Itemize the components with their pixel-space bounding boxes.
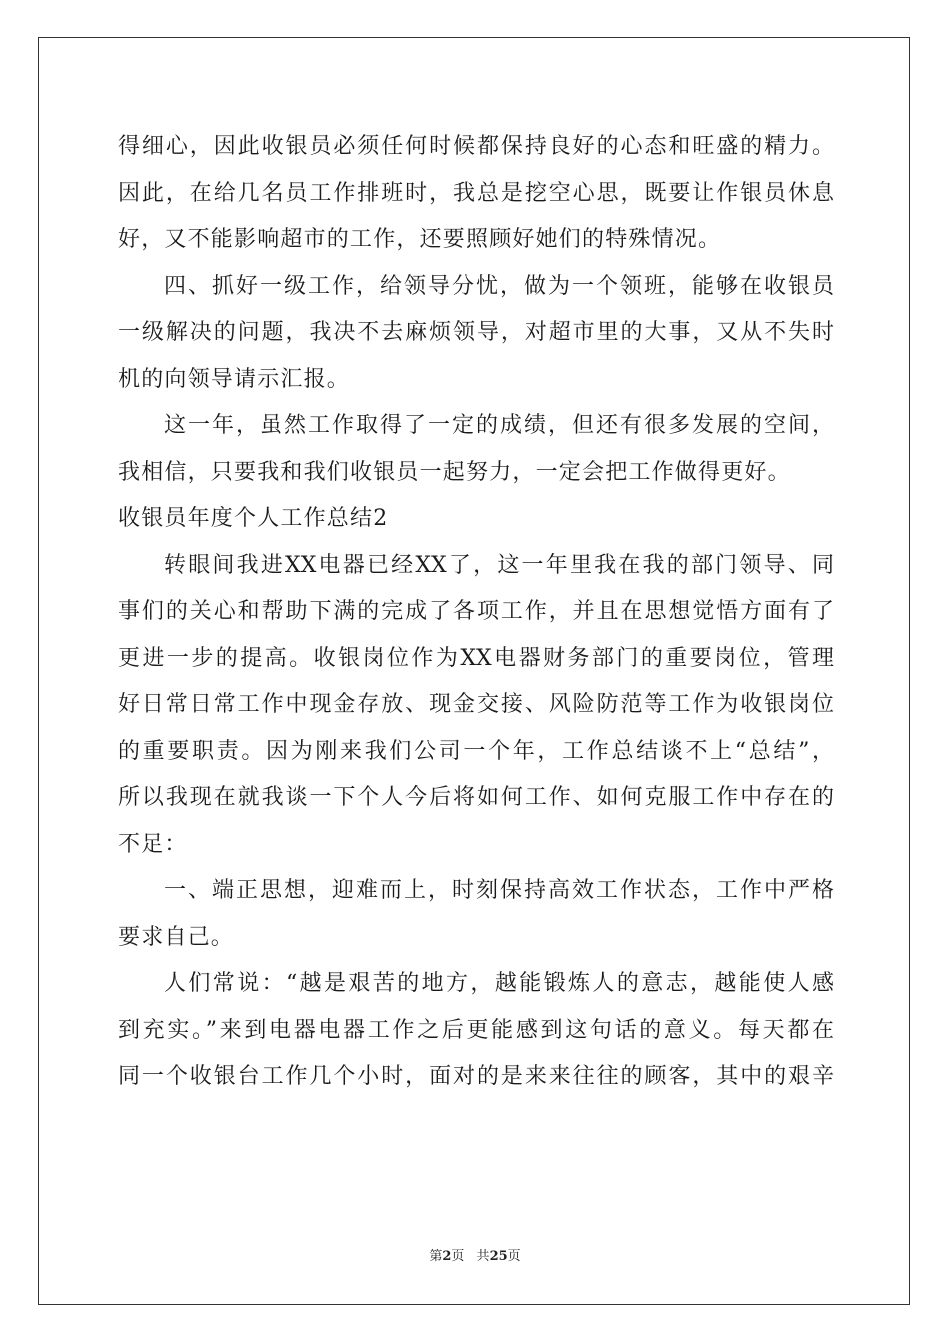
text-line: 同一个收银台工作几个小时，面对的是来来往往的顾客，其中的艰辛 (118, 1064, 834, 1089)
total-prefix: 共 (476, 1249, 490, 1264)
text-line: 不足： (118, 831, 188, 857)
text-line: 好，又不能影响超市的工作，还要照顾好她们的特殊情况。 (118, 227, 722, 252)
text-line: 一级解决的问题，我决不去麻烦领导，对超市里的大事，又从不失时 (118, 320, 834, 345)
page-prefix: 第 (429, 1249, 443, 1264)
text-line: 更进一步的提高。收银岗位作为XX电器财务部门的重要岗位，管理 (118, 645, 834, 671)
total-suffix: 页 (507, 1249, 521, 1264)
text-line: 要求自己。 (118, 924, 235, 950)
text-line: 转眼间我进XX电器已经XX了，这一年里我在我的部门领导、同 (164, 552, 834, 578)
text-line: 的重要职责。因为刚来我们公司一个年，工作总结谈不上“总结”， (118, 738, 834, 764)
text-line: 好日常日常工作中现金存放、现金交接、风险防范等工作为收银岗位 (118, 692, 834, 717)
text-line: 到充实。”来到电器电器工作之后更能感到这句话的意义。每天都在 (118, 1017, 834, 1043)
text-line: 人们常说：“越是艰苦的地方，越能锻炼人的意志，越能使人感 (164, 971, 834, 996)
text-line: 我相信，只要我和我们收银员一起努力，一定会把工作做得更好。 (118, 459, 791, 485)
total-indicator (477, 1249, 521, 1264)
text-line: 事们的关心和帮助下满的完成了各项工作，并且在思想觉悟方面有了 (118, 599, 834, 624)
page-suffix: 页 (451, 1249, 465, 1264)
page-footer (0, 1245, 950, 1264)
text-line: 机的向领导请示汇报。 (118, 366, 351, 392)
text-line: 因此，在给几名员工作排班时，我总是挖空心思，既要让作银员休息 (118, 180, 834, 206)
total-pages: 25 (489, 1249, 508, 1264)
page-number: 2 (442, 1249, 452, 1264)
section-heading: 收银员年度个人工作总结2 (118, 506, 389, 531)
text-line: 所以我现在就我谈一下个人今后将如何工作、如何克服工作中存在的 (118, 785, 834, 810)
page-indicator (429, 1249, 464, 1264)
document-body (118, 124, 834, 1101)
text-line: 一、端正思想，迎难而上，时刻保持高效工作状态，工作中严格 (164, 878, 834, 903)
text-line: 得细心，因此收银员必须任何时候都保持良好的心态和旺盛的精力。 (118, 134, 834, 159)
text-line: 这一年，虽然工作取得了一定的成绩，但还有很多发展的空间， (164, 413, 834, 438)
text-line: 四、抓好一级工作，给领导分忧，做为一个领班，能够在收银员 (164, 273, 834, 299)
